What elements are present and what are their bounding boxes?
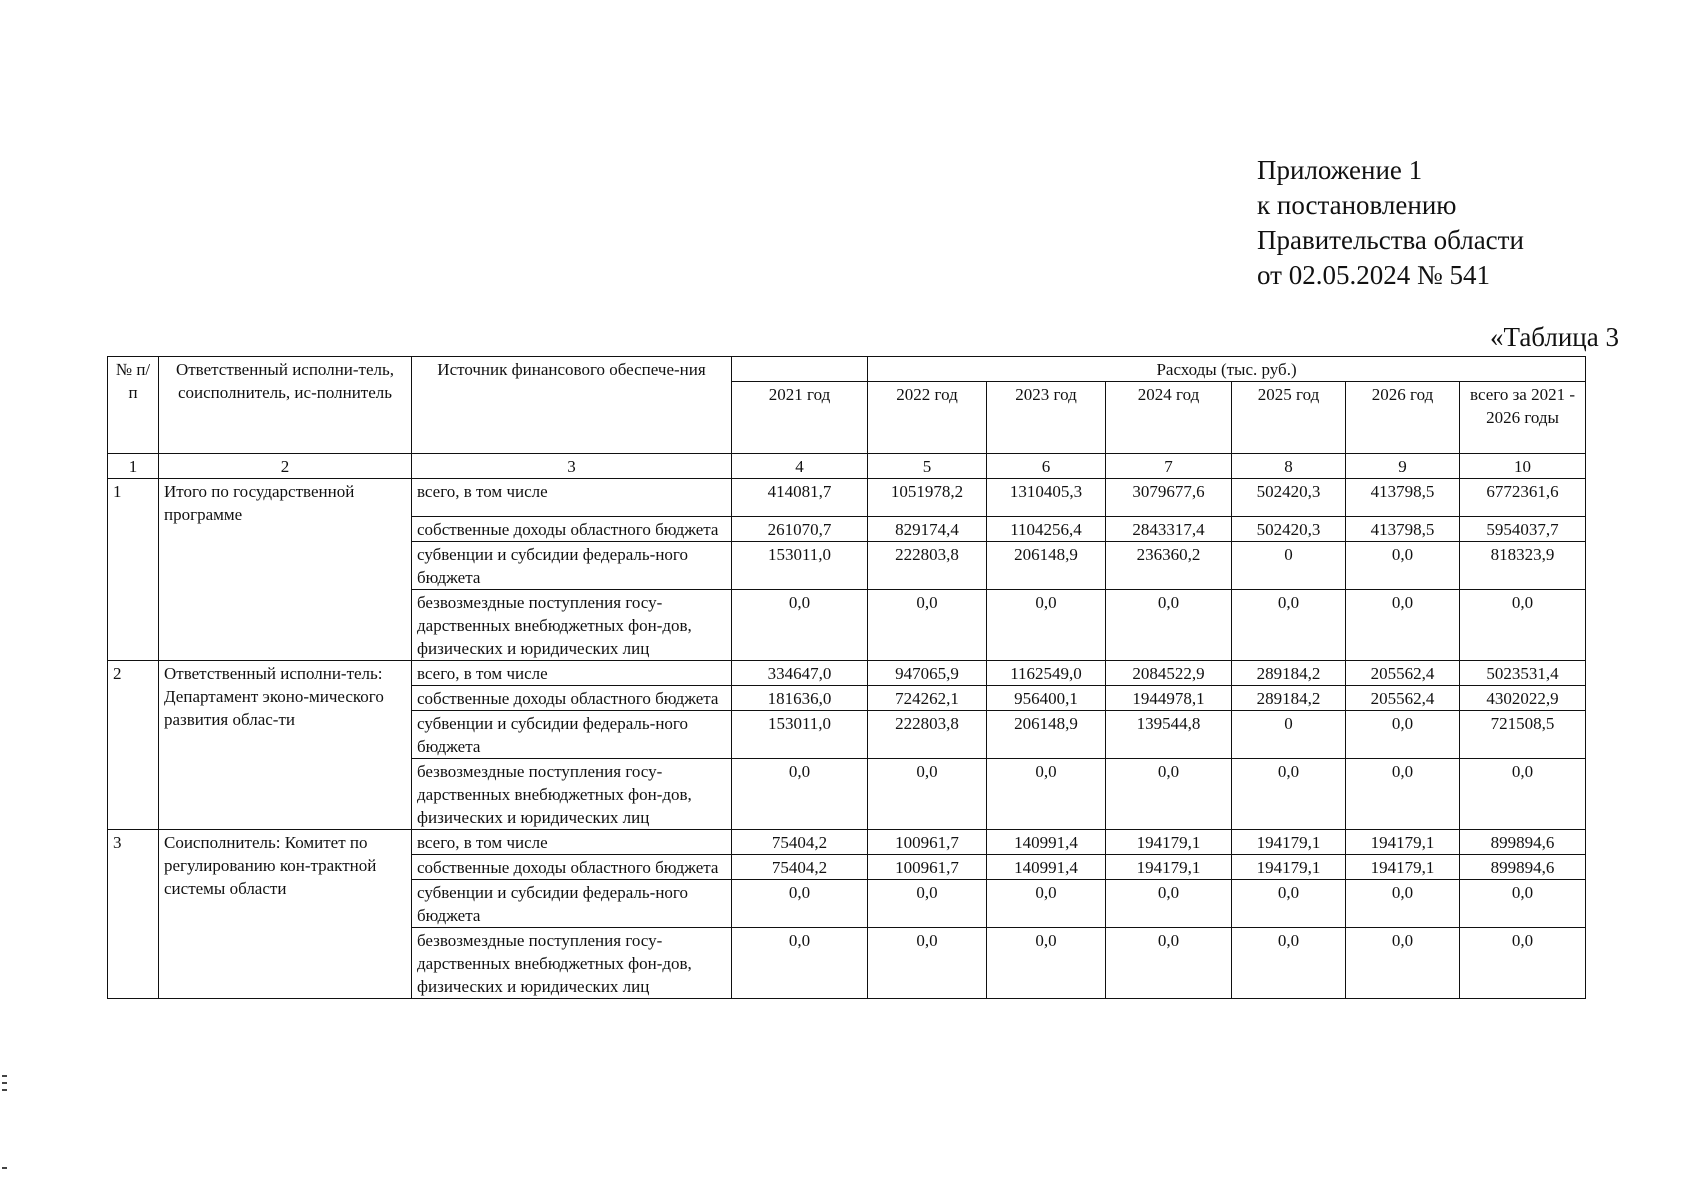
- appendix-line-2: к постановлению: [1257, 190, 1457, 220]
- value-cell: 2843317,4: [1106, 517, 1232, 542]
- table-caption: «Таблица 3: [1490, 322, 1619, 352]
- value-cell: 0,0: [868, 880, 987, 928]
- value-cell: 0,0: [987, 590, 1106, 661]
- value-cell: 1944978,1: [1106, 686, 1232, 711]
- table-row: [108, 661, 1586, 686]
- value-cell: 2084522,9: [1106, 661, 1232, 686]
- value-cell: 334647,0: [732, 661, 868, 686]
- value-cell: 0,0: [1106, 880, 1232, 928]
- value-cell: 0,0: [732, 928, 868, 999]
- row-source: субвенции и субсидии федераль-ного бюджета: [412, 711, 732, 759]
- scan-artifact: [2, 1082, 7, 1084]
- value-cell: 0,0: [1460, 880, 1586, 928]
- header-year-2025: 2025 год: [1232, 382, 1346, 454]
- value-cell: 5023531,4: [1460, 661, 1586, 686]
- value-cell: 947065,9: [868, 661, 987, 686]
- row-source: безвозмездные поступления госу-дарственных внебюджетных фон-дов, физических и юридических лиц: [412, 928, 732, 999]
- col-index: 6: [987, 454, 1106, 479]
- value-cell: 205562,4: [1346, 686, 1460, 711]
- value-cell: 1104256,4: [987, 517, 1106, 542]
- financing-table: [107, 356, 1586, 999]
- value-cell: 0,0: [1232, 590, 1346, 661]
- value-cell: 0,0: [987, 928, 1106, 999]
- table-row: [108, 479, 1586, 517]
- row-number: 1: [108, 479, 159, 661]
- value-cell: 6772361,6: [1460, 479, 1586, 517]
- col-index: 4: [732, 454, 868, 479]
- value-cell: 0,0: [868, 928, 987, 999]
- value-cell: 194179,1: [1106, 830, 1232, 855]
- value-cell: 0,0: [1346, 759, 1460, 830]
- row-source: субвенции и субсидии федераль-ного бюджета: [412, 542, 732, 590]
- value-cell: 0,0: [987, 759, 1106, 830]
- value-cell: 153011,0: [732, 711, 868, 759]
- scan-artifact: [2, 1167, 7, 1169]
- value-cell: 0,0: [732, 590, 868, 661]
- appendix-line-3: Правительства области: [1257, 225, 1524, 255]
- value-cell: 0,0: [868, 590, 987, 661]
- row-source: субвенции и субсидии федераль-ного бюджета: [412, 880, 732, 928]
- value-cell: 206148,9: [987, 542, 1106, 590]
- value-cell: 818323,9: [1460, 542, 1586, 590]
- value-cell: 413798,5: [1346, 517, 1460, 542]
- value-cell: 140991,4: [987, 830, 1106, 855]
- appendix-line-1: Приложение 1: [1257, 155, 1423, 185]
- value-cell: 0: [1232, 711, 1346, 759]
- value-cell: 413798,5: [1346, 479, 1460, 517]
- value-cell: 100961,7: [868, 855, 987, 880]
- value-cell: 0,0: [1460, 759, 1586, 830]
- value-cell: 0,0: [1460, 928, 1586, 999]
- header-blank: [732, 357, 868, 382]
- appendix-line-4: от 02.05.2024 № 541: [1257, 260, 1490, 290]
- value-cell: 899894,6: [1460, 855, 1586, 880]
- value-cell: 289184,2: [1232, 661, 1346, 686]
- value-cell: 4302022,9: [1460, 686, 1586, 711]
- row-source: всего, в том числе: [412, 661, 732, 686]
- value-cell: 0: [1232, 542, 1346, 590]
- row-number: 2: [108, 661, 159, 830]
- value-cell: 3079677,6: [1106, 479, 1232, 517]
- row-executor: Ответственный исполни-тель: Департамент эконо-мического развития облас-ти: [159, 661, 412, 830]
- row-source: собственные доходы областного бюджета: [412, 855, 732, 880]
- value-cell: 829174,4: [868, 517, 987, 542]
- col-index: 5: [868, 454, 987, 479]
- row-source: собственные доходы областного бюджета: [412, 517, 732, 542]
- value-cell: 194179,1: [1346, 855, 1460, 880]
- value-cell: 0,0: [1460, 590, 1586, 661]
- appendix-header: [1257, 153, 1524, 293]
- value-cell: 139544,8: [1106, 711, 1232, 759]
- value-cell: 5954037,7: [1460, 517, 1586, 542]
- value-cell: 75404,2: [732, 855, 868, 880]
- value-cell: 0,0: [1346, 928, 1460, 999]
- value-cell: 0,0: [1106, 928, 1232, 999]
- value-cell: 414081,7: [732, 479, 868, 517]
- header-year-2023: 2023 год: [987, 382, 1106, 454]
- value-cell: 1162549,0: [987, 661, 1106, 686]
- row-source: безвозмездные поступления госу-дарственных внебюджетных фон-дов, физических и юридических лиц: [412, 590, 732, 661]
- value-cell: 1310405,3: [987, 479, 1106, 517]
- col-index: 3: [412, 454, 732, 479]
- col-index: 7: [1106, 454, 1232, 479]
- value-cell: 194179,1: [1232, 830, 1346, 855]
- header-year-2022: 2022 год: [868, 382, 987, 454]
- header-year-2024: 2024 год: [1106, 382, 1232, 454]
- col-index: 8: [1232, 454, 1346, 479]
- scan-artifact: [2, 1075, 7, 1077]
- value-cell: 0,0: [1232, 759, 1346, 830]
- table-row: [108, 830, 1586, 855]
- value-cell: 0,0: [1346, 590, 1460, 661]
- value-cell: 75404,2: [732, 830, 868, 855]
- header-year-2021: 2021 год: [732, 382, 868, 454]
- value-cell: 721508,5: [1460, 711, 1586, 759]
- value-cell: 0,0: [1346, 542, 1460, 590]
- value-cell: 899894,6: [1460, 830, 1586, 855]
- column-index-row: [108, 454, 1586, 479]
- value-cell: 261070,7: [732, 517, 868, 542]
- value-cell: 289184,2: [1232, 686, 1346, 711]
- row-source: безвозмездные поступления госу-дарственных внебюджетных фон-дов, физических и юридических лиц: [412, 759, 732, 830]
- value-cell: 222803,8: [868, 542, 987, 590]
- header-expenses: Расходы (тыс. руб.): [868, 357, 1586, 382]
- row-source: всего, в том числе: [412, 479, 732, 517]
- col-index: 9: [1346, 454, 1460, 479]
- value-cell: 194179,1: [1232, 855, 1346, 880]
- header-executor: Ответственный исполни-тель, соисполнитель, ис-полнитель: [159, 357, 412, 454]
- value-cell: 153011,0: [732, 542, 868, 590]
- value-cell: 0,0: [1106, 590, 1232, 661]
- row-number: 3: [108, 830, 159, 999]
- value-cell: 222803,8: [868, 711, 987, 759]
- value-cell: 0,0: [732, 880, 868, 928]
- col-index: 2: [159, 454, 412, 479]
- value-cell: 0,0: [1346, 711, 1460, 759]
- header-source: Источник финансового обеспече-ния: [412, 357, 732, 454]
- header-total: всего за 2021 - 2026 годы: [1460, 382, 1586, 454]
- value-cell: 236360,2: [1106, 542, 1232, 590]
- col-index: 1: [108, 454, 159, 479]
- value-cell: 181636,0: [732, 686, 868, 711]
- value-cell: 205562,4: [1346, 661, 1460, 686]
- col-index: 10: [1460, 454, 1586, 479]
- value-cell: 0,0: [1232, 880, 1346, 928]
- value-cell: 140991,4: [987, 855, 1106, 880]
- row-source: всего, в том числе: [412, 830, 732, 855]
- value-cell: 0,0: [1346, 880, 1460, 928]
- header-row-top: [108, 357, 1586, 382]
- value-cell: 0,0: [1106, 759, 1232, 830]
- value-cell: 502420,3: [1232, 479, 1346, 517]
- value-cell: 206148,9: [987, 711, 1106, 759]
- value-cell: 1051978,2: [868, 479, 987, 517]
- row-executor: Итого по государственной программе: [159, 479, 412, 661]
- value-cell: 194179,1: [1346, 830, 1460, 855]
- value-cell: 0,0: [868, 759, 987, 830]
- value-cell: 956400,1: [987, 686, 1106, 711]
- value-cell: 0,0: [1232, 928, 1346, 999]
- value-cell: 0,0: [987, 880, 1106, 928]
- value-cell: 194179,1: [1106, 855, 1232, 880]
- header-num: № п/п: [108, 357, 159, 454]
- value-cell: 724262,1: [868, 686, 987, 711]
- value-cell: 0,0: [732, 759, 868, 830]
- value-cell: 502420,3: [1232, 517, 1346, 542]
- row-source: собственные доходы областного бюджета: [412, 686, 732, 711]
- header-year-2026: 2026 год: [1346, 382, 1460, 454]
- value-cell: 100961,7: [868, 830, 987, 855]
- row-executor: Соисполнитель: Комитет по регулированию кон-трактной системы области: [159, 830, 412, 999]
- scan-artifact: [2, 1089, 7, 1091]
